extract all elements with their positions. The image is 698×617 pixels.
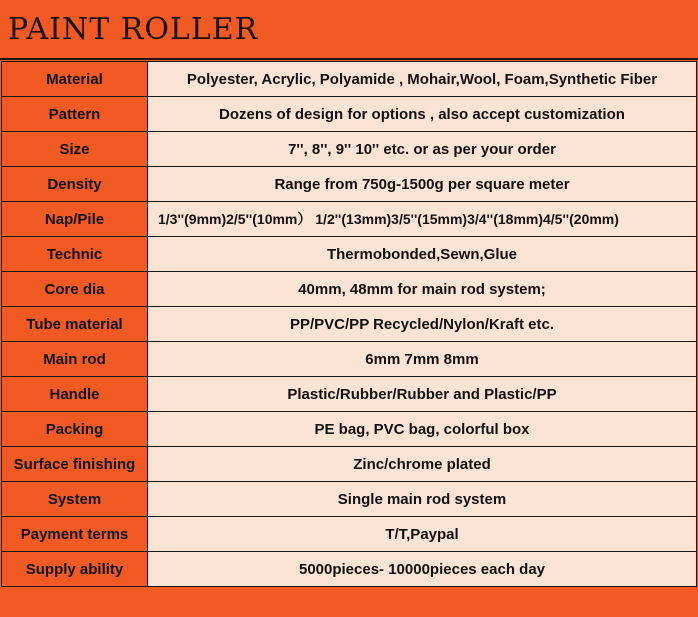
row-label: Tube material	[2, 307, 148, 342]
row-label: Payment terms	[2, 517, 148, 552]
table-row-tube-material	[2, 307, 697, 342]
table-row-pattern	[2, 97, 697, 132]
table-row-handle	[2, 377, 697, 412]
table-row-main-rod	[2, 342, 697, 377]
row-value: Dozens of design for options , also accept customization	[148, 97, 697, 132]
row-label: Surface finishing	[2, 447, 148, 482]
row-value: 5000pieces- 10000pieces each day	[148, 552, 697, 587]
row-value: 7'', 8'', 9'' 10'' etc. or as per your order	[148, 132, 697, 167]
row-label: Packing	[2, 412, 148, 447]
row-label: System	[2, 482, 148, 517]
row-value: PP/PVC/PP Recycled/Nylon/Kraft etc.	[148, 307, 697, 342]
spec-table	[1, 61, 697, 587]
row-label: Supply ability	[2, 552, 148, 587]
table-row-system	[2, 482, 697, 517]
row-label: Material	[2, 62, 148, 97]
row-value: Range from 750g-1500g per square meter	[148, 167, 697, 202]
page-title: PAINT ROLLER	[8, 12, 259, 47]
row-value: Zinc/chrome plated	[148, 447, 697, 482]
row-value: Thermobonded,Sewn,Glue	[148, 237, 697, 272]
row-value: Plastic/Rubber/Rubber and Plastic/PP	[148, 377, 697, 412]
table-row-material	[2, 62, 697, 97]
row-value: Single main rod system	[148, 482, 697, 517]
table-row-size	[2, 132, 697, 167]
table-row-core-dia	[2, 272, 697, 307]
table-row-supply-ability	[2, 552, 697, 587]
row-value: 40mm, 48mm for main rod system;	[148, 272, 697, 307]
row-value: PE bag, PVC bag, colorful box	[148, 412, 697, 447]
row-label: Main rod	[2, 342, 148, 377]
row-label: Density	[2, 167, 148, 202]
row-label: Core dia	[2, 272, 148, 307]
row-value: T/T,Paypal	[148, 517, 697, 552]
row-label: Nap/Pile	[2, 202, 148, 237]
row-value: 1/3''(9mm)2/5''(10mm） 1/2''(13mm)3/5''(15mm)3/4''(18mm)4/5''(20mm)	[148, 202, 697, 237]
header	[0, 0, 698, 60]
table-row-packing	[2, 412, 697, 447]
table-row-payment-terms	[2, 517, 697, 552]
row-label: Pattern	[2, 97, 148, 132]
row-label: Size	[2, 132, 148, 167]
table-row-nap-pile	[2, 202, 697, 237]
row-value: Polyester, Acrylic, Polyamide , Mohair,Wool, Foam,Synthetic Fiber	[148, 62, 697, 97]
row-value: 6mm 7mm 8mm	[148, 342, 697, 377]
row-label: Technic	[2, 237, 148, 272]
row-label: Handle	[2, 377, 148, 412]
table-row-surface-finishing	[2, 447, 697, 482]
table-row-density	[2, 167, 697, 202]
table-row-technic	[2, 237, 697, 272]
